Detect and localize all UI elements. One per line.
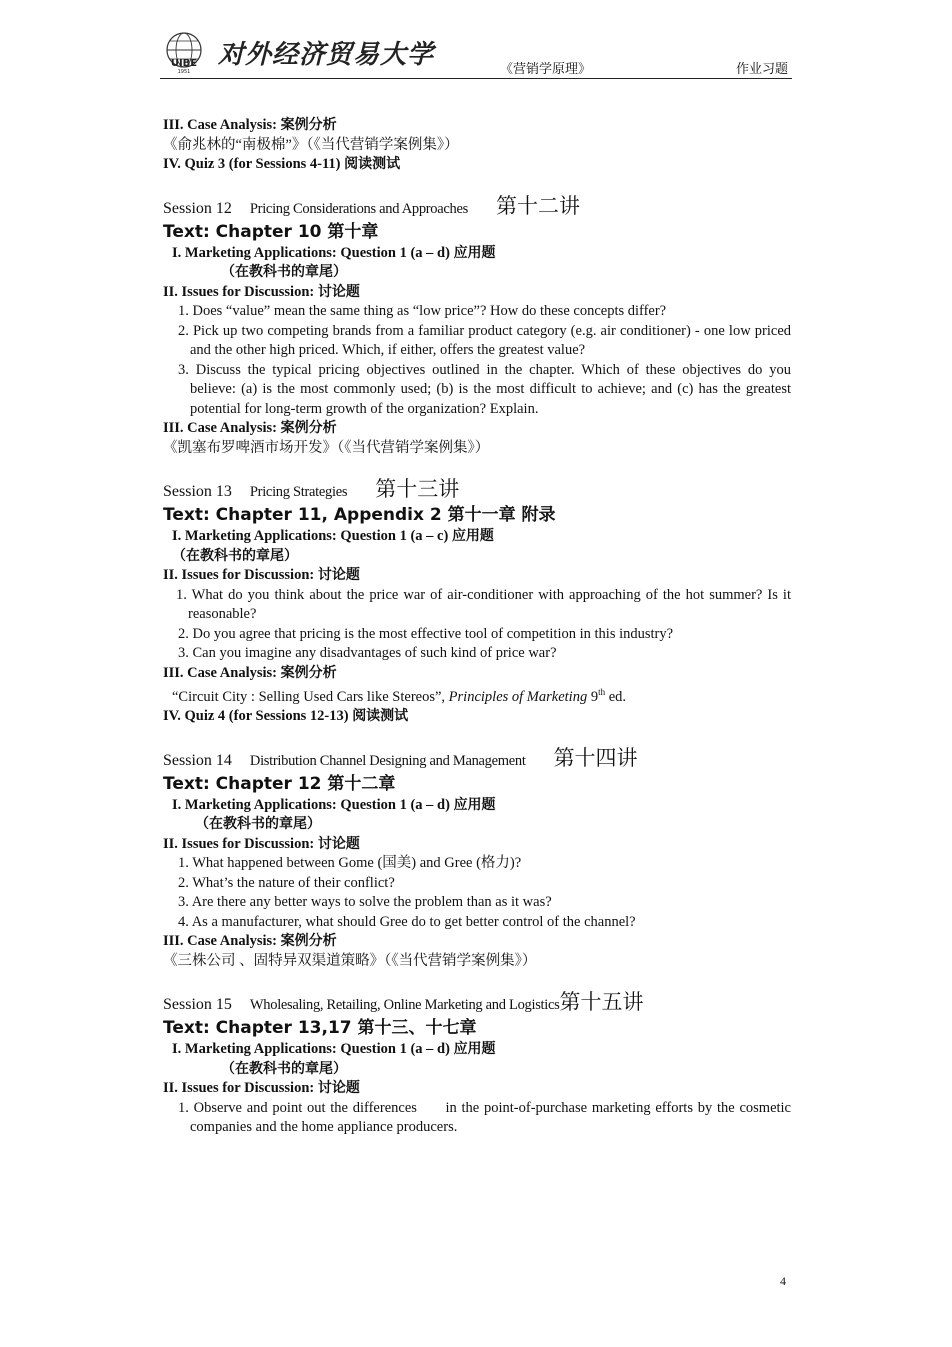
session-14-text: Text: Chapter 12 第十二章	[163, 773, 396, 794]
page-number: 4	[780, 1274, 786, 1288]
case-analysis-heading: III. Case Analysis: 案例分析	[163, 664, 337, 681]
discussion-question: 3. Discuss the typical pricing objectives outlined in the chapter. Which of these objectives do you believe: (a) is the most commonly used; (b) is the most difficult to achieve; and (c) has the greatest potential for long-term growth of the organization? Explain.	[178, 361, 791, 417]
issues-heading: II. Issues for Discussion: 讨论题	[163, 283, 360, 300]
page-header	[160, 28, 792, 80]
marketing-applications-heading: I. Marketing Applications: Question 1 (a – d) 应用题	[172, 796, 496, 813]
discussion-question: 1. What do you think about the price war of air-conditioner with approaching of the hot summer? Is it reasonable?	[176, 586, 791, 622]
issues-heading: II. Issues for Discussion: 讨论题	[163, 835, 360, 852]
case-analysis-text: 《凯塞布罗啤酒市场开发》（《当代营销学案例集》）	[163, 439, 490, 456]
case-analysis-heading: III. Case Analysis: 案例分析	[163, 933, 337, 950]
session-15-heading: Session 15 Wholesaling, Retailing, Online Marketing and Logistics 第十五讲	[163, 990, 644, 1015]
quiz-heading: IV. Quiz 4 (for Sessions 12-13) 阅读测试	[163, 708, 409, 725]
quiz-heading: IV. Quiz 3 (for Sessions 4-11) 阅读测试	[163, 156, 401, 172]
discussion-question: 3. Can you imagine any disadvantages of such kind of price war?	[178, 645, 557, 661]
case-analysis-heading: III. Case Analysis: 案例分析	[163, 117, 337, 133]
svg-text:UIBE: UIBE	[170, 58, 198, 69]
discussion-question: 2. Pick up two competing brands from a familiar product category (e.g. air conditioner) - one low priced and the other high priced. Which, if either, offers the greatest value?	[178, 322, 791, 358]
discussion-question: 3. Are there any better ways to solve the problem than as it was?	[178, 894, 552, 911]
textbook-note: （在教科书的章尾）	[221, 1060, 347, 1077]
session-14-heading: Session 14 Distribution Channel Designing and Management 第十四讲	[163, 745, 638, 770]
case-analysis-heading: III. Case Analysis: 案例分析	[163, 420, 337, 436]
session-12-text: Text: Chapter 10 第十章	[163, 221, 379, 242]
discussion-question: 2. What’s the nature of their conflict?	[178, 874, 395, 891]
discussion-question: 1. Does “value” mean the same thing as “low price”? How do these concepts differ?	[178, 303, 667, 319]
session-12-heading: Session 12 Pricing Considerations and Approaches 第十二讲	[163, 193, 580, 218]
discussion-question: 1. Observe and point out the differences in the point-of-purchase marketing efforts by the cosmetic companies and the home appliance producers.	[178, 1099, 795, 1136]
session-15-text: Text: Chapter 13,17 第十三、十七章	[163, 1018, 477, 1039]
document-type: 作业习题	[735, 61, 788, 76]
session-13-heading: Session 13 Pricing Strategies 第十三讲	[163, 477, 460, 501]
textbook-note: （在教科书的章尾）	[172, 547, 298, 564]
marketing-applications-heading: I. Marketing Applications: Question 1 (a – d) 应用题	[172, 244, 496, 261]
discussion-question: 4. As a manufacturer, what should Gree do to get better control of the channel?	[178, 913, 636, 930]
document-body	[163, 116, 795, 1138]
discussion-question: 1. What happened between Gome (国美) and Gree (格力)?	[178, 855, 522, 872]
textbook-note: （在教科书的章尾）	[195, 816, 321, 833]
textbook-note: （在教科书的章尾）	[221, 264, 347, 280]
issues-heading: II. Issues for Discussion: 讨论题	[163, 567, 360, 583]
course-title: 《营销学原理》	[500, 61, 592, 76]
svg-text:1951: 1951	[177, 69, 191, 74]
marketing-applications-heading: I. Marketing Applications: Question 1 (a – d) 应用题	[172, 1041, 496, 1058]
issues-heading: II. Issues for Discussion: 讨论题	[163, 1080, 360, 1097]
case-analysis-text: 《三株公司 、固特异双渠道策略》（《当代营销学案例集》）	[163, 952, 537, 969]
discussion-question: 2. Do you agree that pricing is the most effective tool of competition in this industry?	[178, 625, 674, 642]
university-logo-text: 对外经济贸易大学	[218, 40, 435, 70]
marketing-applications-heading: I. Marketing Applications: Question 1 (a – c) 应用题	[172, 528, 494, 544]
case-analysis-text: 《俞兆林的“南极棉”》（《当代营销学案例集》）	[163, 136, 459, 153]
university-emblem-icon	[160, 30, 208, 74]
header-divider	[160, 78, 792, 79]
session-13-text: Text: Chapter 11, Appendix 2 第十一章 附录	[163, 505, 556, 525]
case-analysis-text: “Circuit City : Selling Used Cars like Stereos”, Principles of Marketing 9th ed.	[172, 687, 627, 705]
